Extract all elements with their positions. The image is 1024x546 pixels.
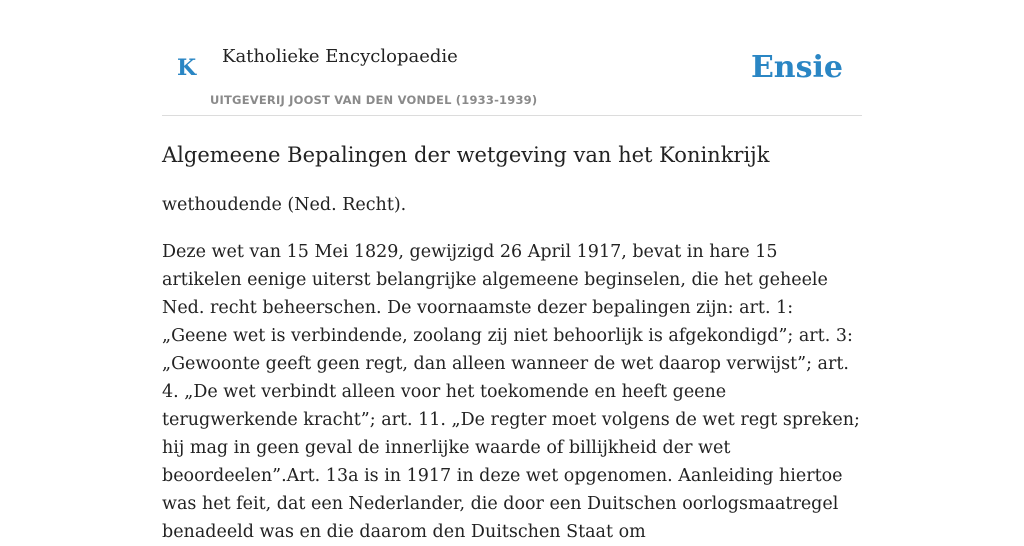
article-title: Algemeene Bepalingen der wetgeving van het Koninkrijk xyxy=(162,143,770,167)
article-lead: wethoudende (Ned. Recht). xyxy=(162,195,407,215)
site-title-link[interactable]: Katholieke Encyclopaedie xyxy=(222,46,458,67)
site-header xyxy=(162,40,862,116)
article xyxy=(162,140,862,546)
logo-k-icon[interactable]: K xyxy=(177,55,197,81)
ensie-brand-logo[interactable]: Ensie xyxy=(750,50,843,85)
publisher-label: UITGEVERIJ JOOST VAN DEN VONDEL (1933-1939) xyxy=(210,93,538,107)
article-body: Deze wet van 15 Mei 1829, gewijzigd 26 April 1917, bevat in hare 15 artikelen eenige uiterst belangrijke algemeene beginselen, die het geheele Ned. recht beheerschen. De voornaamste dezer bepalingen zijn: art. 1: „Geene wet is verbindende, zoolang zij niet behoorlijk is afgekondigd”; art. 3: „Gewoonte geeft geen regt, dan alleen wanneer de wet daarop verwijst”; art. 4. „De wet verbindt alleen voor het toekomende en heeft geene terugwerkende kracht”; art. 11. „De regter moet volgens de wet regt spreken; hij mag in geen geval de innerlijke waarde of billijkheid der wet beoordeelen”.Art. 13a is in 1917 in deze wet opgenomen. Aanleiding hiertoe was het feit, dat een Nederlander, die door een Duitschen oorlogsmaatregel benadeeld was en die daarom den Duitschen Staat om xyxy=(162,242,860,542)
